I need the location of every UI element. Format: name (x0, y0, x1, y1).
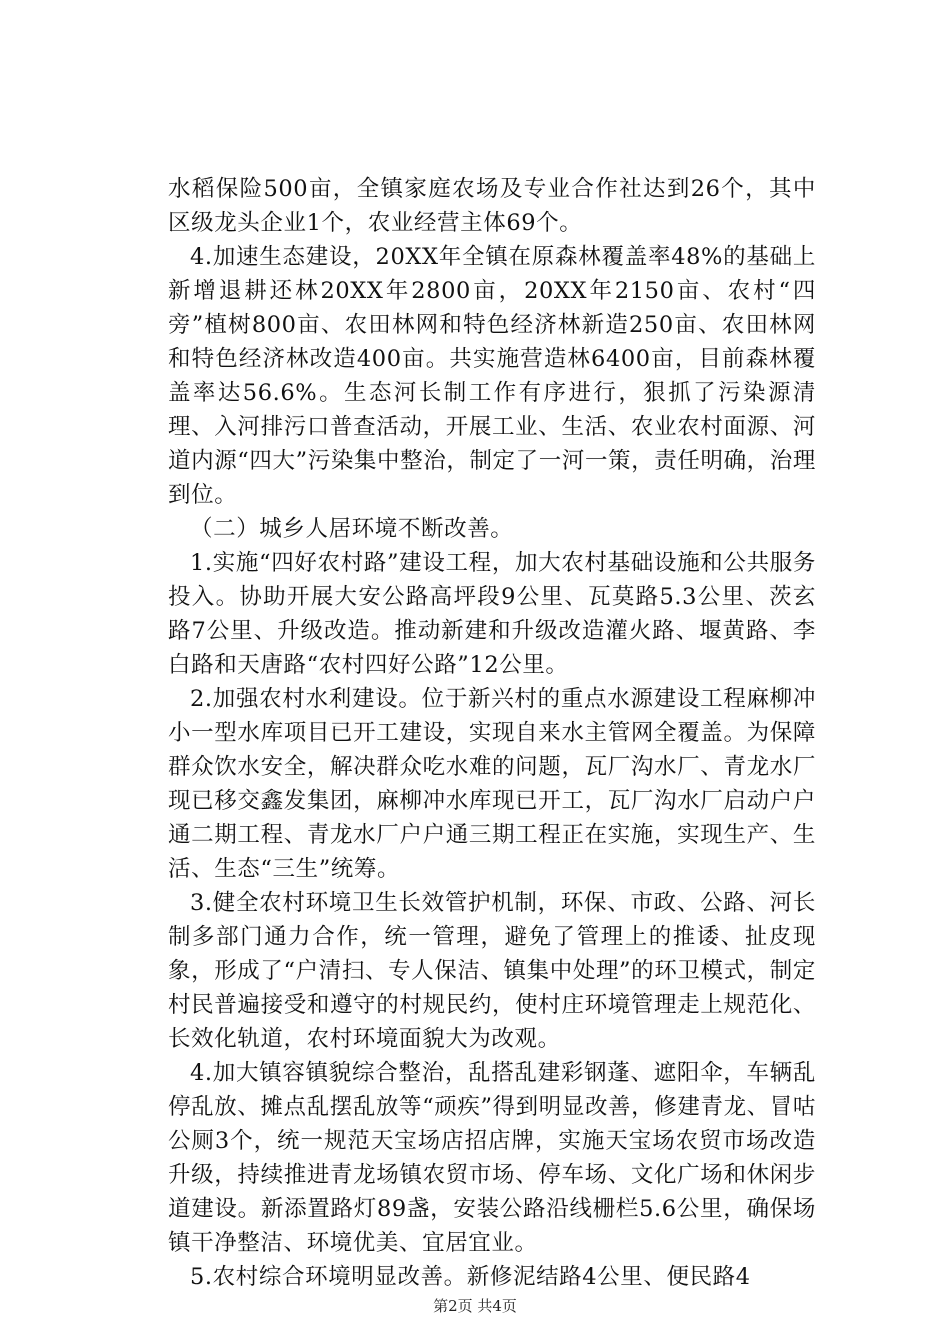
page-footer: 第2页 共4页 (433, 1297, 517, 1315)
paragraph-town-appearance: 4.加大镇容镇貌综合整治，乱搭乱建彩钢蓬、遮阳伞，车辆乱停乱放、摊点乱摆乱放等“顽疾”得到明显改善，修建青龙、冒咕公厕3个，统一规范天宝场店招店牌，实施天宝场农贸市场改造升级，持续推进青龙场镇农贸市场、停车场、文化广场和休闲步道建设。新添置路灯89盏，安装公路沿线栅栏5.6公里，确保场镇干净整洁、环境优美、宜居宜业。 (168, 1060, 816, 1256)
paragraph-sanitation: 3.健全农村环境卫生长效管护机制，环保、市政、公路、河长制多部门通力合作，统一管理，避免了管理上的推诿、扯皮现象，形成了“户清扫、专人保洁、镇集中处理”的环卫模式，制定村民普遍接受和遵守的村规民约，使村庄环境管理走上规范化、长效化轨道，农村环境面貌大为改观。 (168, 890, 816, 1052)
paragraph-ecology: 4.加速生态建设，20XX年全镇在原森林覆盖率48%的基础上新增退耕还林20XX年2800亩，20XX年2150亩、农村“四旁”植树800亩、农田林网和特色经济林新造250亩、农田林网和特色经济林改造400亩。共实施营造林6400亩，目前森林覆盖率达56.6%。生态河长制工作有序进行，狠抓了污染源清理、入河排污口普查活动，开展工业、生活、农业农村面源、河道内源“四大”污染集中整治，制定了一河一策，责任明确，治理到位。 (168, 244, 816, 508)
document-body (168, 172, 816, 1294)
paragraph-continuation: 水稻保险500亩，全镇家庭农场及专业合作社达到26个，其中区级龙头企业1个，农业经营主体69个。 (168, 176, 816, 236)
paragraph-rural-roads: 1.实施“四好农村路”建设工程，加大农村基础设施和公共服务投入。协助开展大安公路高坪段9公里、瓦莫路5.3公里、茨玄路7公里、升级改造。推动新建和升级改造灌火路、堰黄路、李白路和天唐路“农村四好公路”12公里。 (168, 550, 816, 678)
paragraph-rural-environment: 5.农村综合环境明显改善。新修泥结路4公里、便民路4 (190, 1264, 751, 1290)
paragraph-water-conservancy: 2.加强农村水利建设。位于新兴村的重点水源建设工程麻柳冲小一型水库项目已开工建设，实现自来水主管网全覆盖。为保障群众饮水安全，解决群众吃水难的问题，瓦厂沟水厂、青龙水厂现已移交鑫发集团，麻柳冲水库现已开工，瓦厂沟水厂启动户户通二期工程、青龙水厂户户通三期工程正在实施，实现生产、生活、生态“三生”统筹。 (168, 686, 816, 882)
section-heading: （二）城乡人居环境不断改善。 (190, 516, 514, 542)
